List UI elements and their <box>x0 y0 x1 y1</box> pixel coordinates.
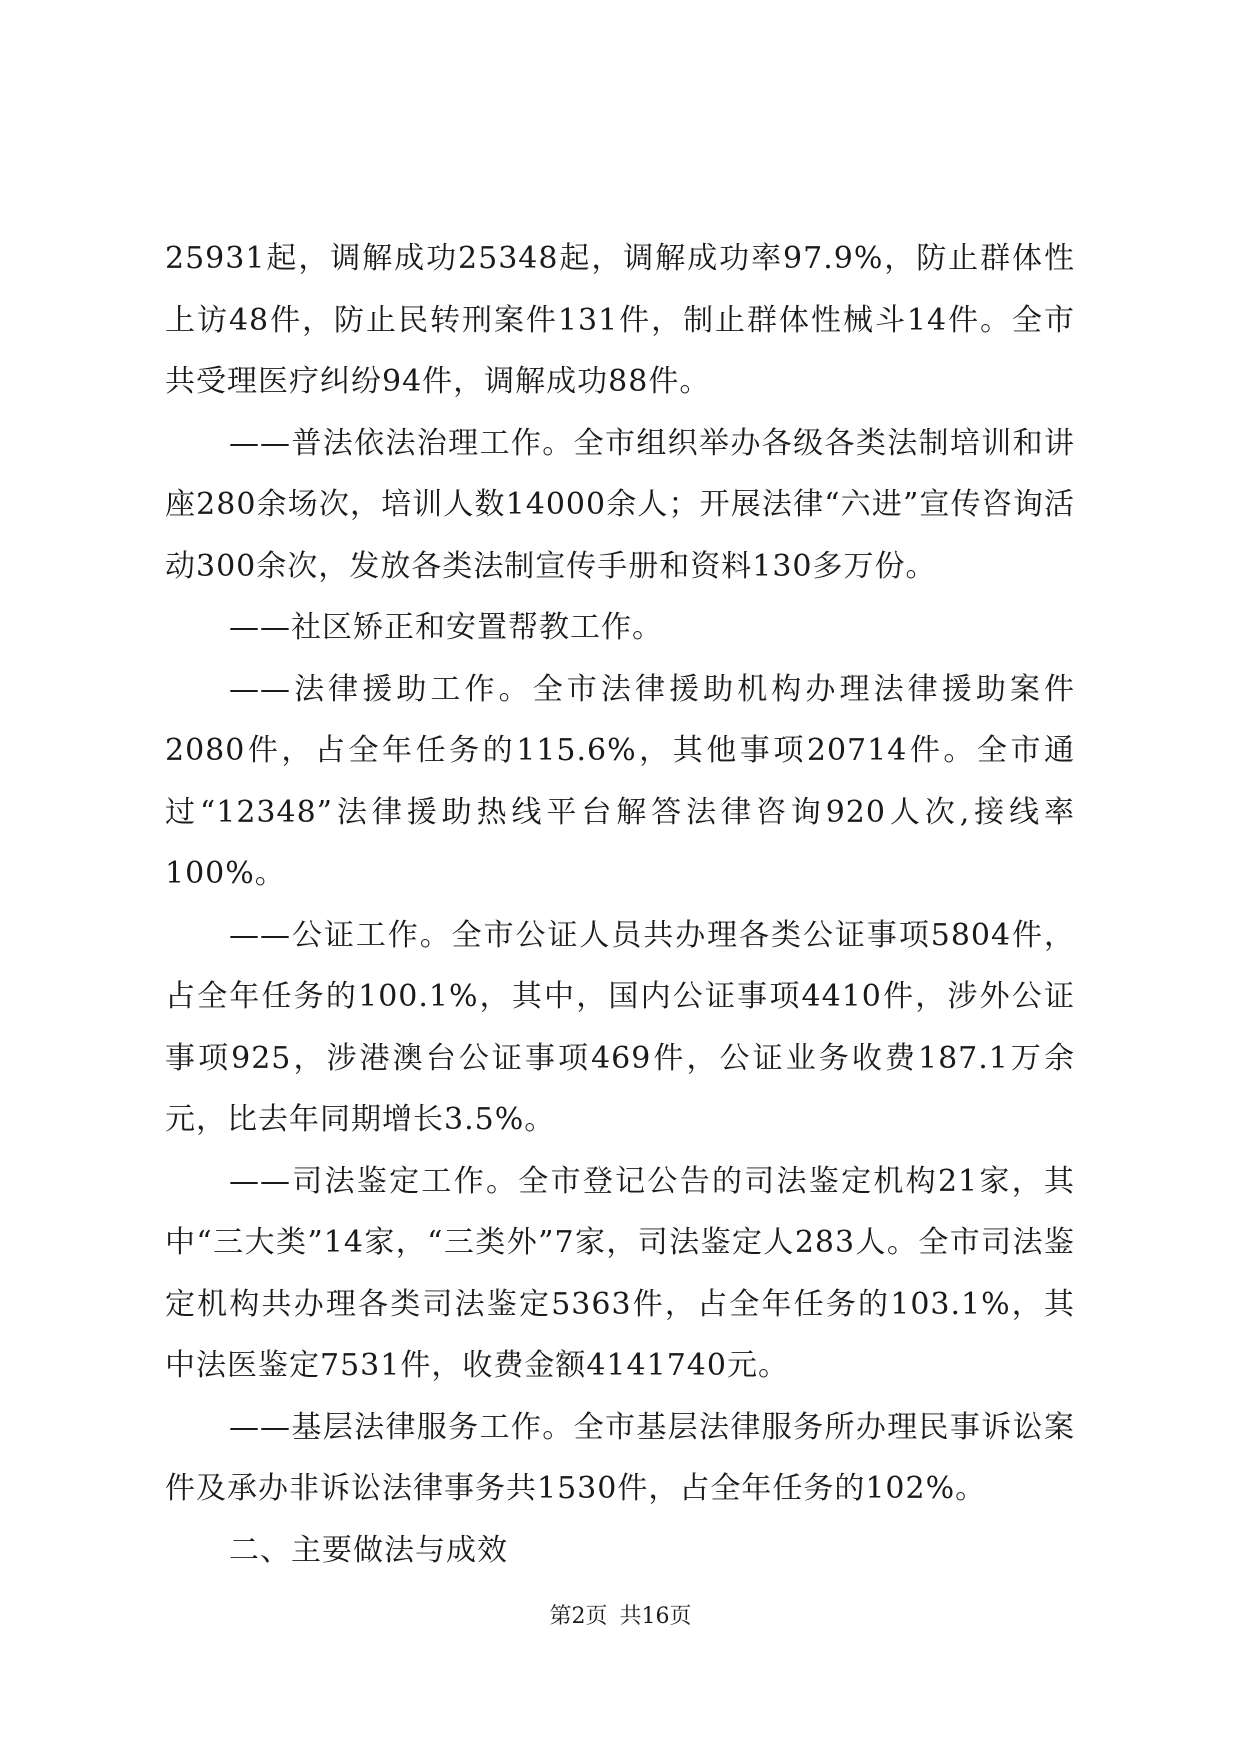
page-footer <box>0 1602 1241 1632</box>
paragraph-judicial-appraisal: ——司法鉴定工作。全市登记公告的司法鉴定机构21家，其中“三大类”14家，“三类外”7家，司法鉴定人283人。全市司法鉴定机构共办理各类司法鉴定5363件，占全年任务的103.1%，其中法医鉴定7531件，收费金额4141740元。 <box>165 1163 1075 1383</box>
paragraph-legal-aid: ——法律援助工作。全市法律援助机构办理法律援助案件2080件，占全年任务的115.6%，其他事项20714件。全市通过“12348”法律援助热线平台解答法律咨询920人次,接线率100%。 <box>165 671 1075 891</box>
page-number: 第2页 <box>549 1604 608 1629</box>
paragraph-notarization: ——公证工作。全市公证人员共办理各类公证事项5804件，占全年任务的100.1%，其中，国内公证事项4410件，涉外公证事项925，涉港澳台公证事项469件，公证业务收费187.1万余元，比去年同期增长3.5%。 <box>165 917 1075 1137</box>
page-total: 共16页 <box>619 1604 692 1629</box>
paragraph-community-correction: ——社区矫正和安置帮教工作。 <box>229 610 663 645</box>
paragraph-grassroots-legal-service: ——基层法律服务工作。全市基层法律服务所办理民事诉讼案件及承办非诉讼法律事务共1530件，占全年任务的102%。 <box>165 1409 1075 1506</box>
section-heading: 二、主要做法与成效 <box>229 1532 508 1568</box>
body-text <box>165 228 1075 1581</box>
paragraph-legal-education: ——普法依法治理工作。全市组织举办各级各类法制培训和讲座280余场次，培训人数14000余人；开展法律“六进”宣传咨询活动300余次，发放各类法制宣传手册和资料130多万份。 <box>165 425 1075 584</box>
paragraph-mediation-stats: 25931起，调解成功25348起，调解成功率97.9%，防止群体性上访48件，防止民转刑案件131件，制止群体性械斗14件。全市共受理医疗纠纷94件，调解成功88件。 <box>165 241 1075 399</box>
